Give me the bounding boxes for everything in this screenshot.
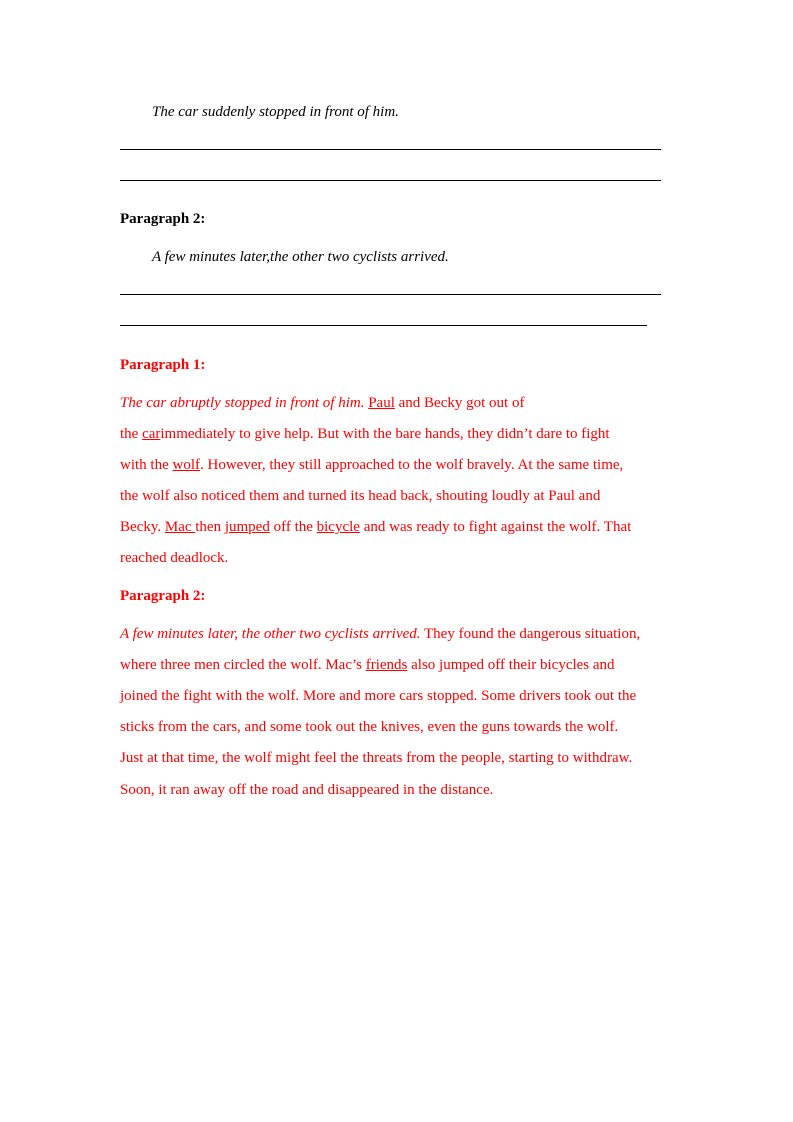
answer-p1-line: reached deadlock. bbox=[120, 550, 229, 566]
underlined-word: bicycle bbox=[316, 519, 360, 535]
line-text: and Becky got out of bbox=[394, 395, 525, 411]
answer-p1-line bbox=[120, 455, 623, 475]
line-text: . However, they still approached to the wolf bravely. At the same time, bbox=[200, 457, 624, 473]
line-text: with the bbox=[120, 457, 173, 473]
underlined-word: wolf bbox=[172, 457, 200, 473]
line-text: immediately to give help. But with the bare hands, they didn’t dare to fight bbox=[160, 426, 610, 442]
line-text: then bbox=[195, 519, 225, 535]
line-text: where three men circled the wolf. Mac’s bbox=[120, 657, 366, 673]
answer-p1-line bbox=[120, 393, 524, 413]
answer-p2-line: sticks from the cars, and some took out the knives, even the guns towards the wolf. bbox=[120, 719, 619, 735]
underlined-word: car bbox=[142, 426, 161, 442]
answer-p2-line: Soon, it ran away off the road and disappeared in the distance. bbox=[120, 782, 494, 798]
lead-sentence: The car abruptly stopped in front of him. bbox=[120, 395, 365, 411]
prompt-2-text: A few minutes later,the other two cyclists arrived. bbox=[152, 249, 449, 265]
answer-p1-line bbox=[120, 517, 631, 537]
answer-p2-line bbox=[120, 624, 640, 644]
answer-p2-line bbox=[120, 655, 615, 675]
underlined-word: jumped bbox=[224, 519, 270, 535]
answer-p1-line bbox=[120, 424, 610, 444]
line-text: off the bbox=[269, 519, 317, 535]
answer-p2-heading: Paragraph 2: bbox=[120, 588, 206, 604]
answer-p2-line: Just at that time, the wolf might feel the threats from the people, starting to withdraw. bbox=[120, 750, 633, 766]
line-text: the bbox=[120, 426, 143, 442]
underlined-word: friends bbox=[365, 657, 408, 673]
answer-line bbox=[120, 180, 661, 181]
underlined-word: Mac bbox=[164, 519, 196, 535]
line-text: also jumped off their bicycles and bbox=[407, 657, 615, 673]
line-text: Becky. bbox=[120, 519, 165, 535]
lead-sentence: A few minutes later, the other two cyclists arrived. bbox=[120, 626, 421, 642]
answer-p1-line: the wolf also noticed them and turned its head back, shouting loudly at Paul and bbox=[120, 488, 601, 504]
answer-line bbox=[120, 149, 661, 150]
prompt-2-heading: Paragraph 2: bbox=[120, 211, 206, 227]
underlined-word: Paul bbox=[368, 395, 395, 411]
answer-p1-heading: Paragraph 1: bbox=[120, 357, 206, 373]
answer-line bbox=[120, 294, 661, 295]
line-text: and was ready to fight against the wolf. That bbox=[359, 519, 632, 535]
answer-line bbox=[120, 325, 647, 326]
prompt-1-text: The car suddenly stopped in front of him. bbox=[152, 104, 399, 120]
answer-p2-line: joined the fight with the wolf. More and more cars stopped. Some drivers took out the bbox=[120, 688, 637, 704]
line-text: They found the dangerous situation, bbox=[420, 626, 641, 642]
